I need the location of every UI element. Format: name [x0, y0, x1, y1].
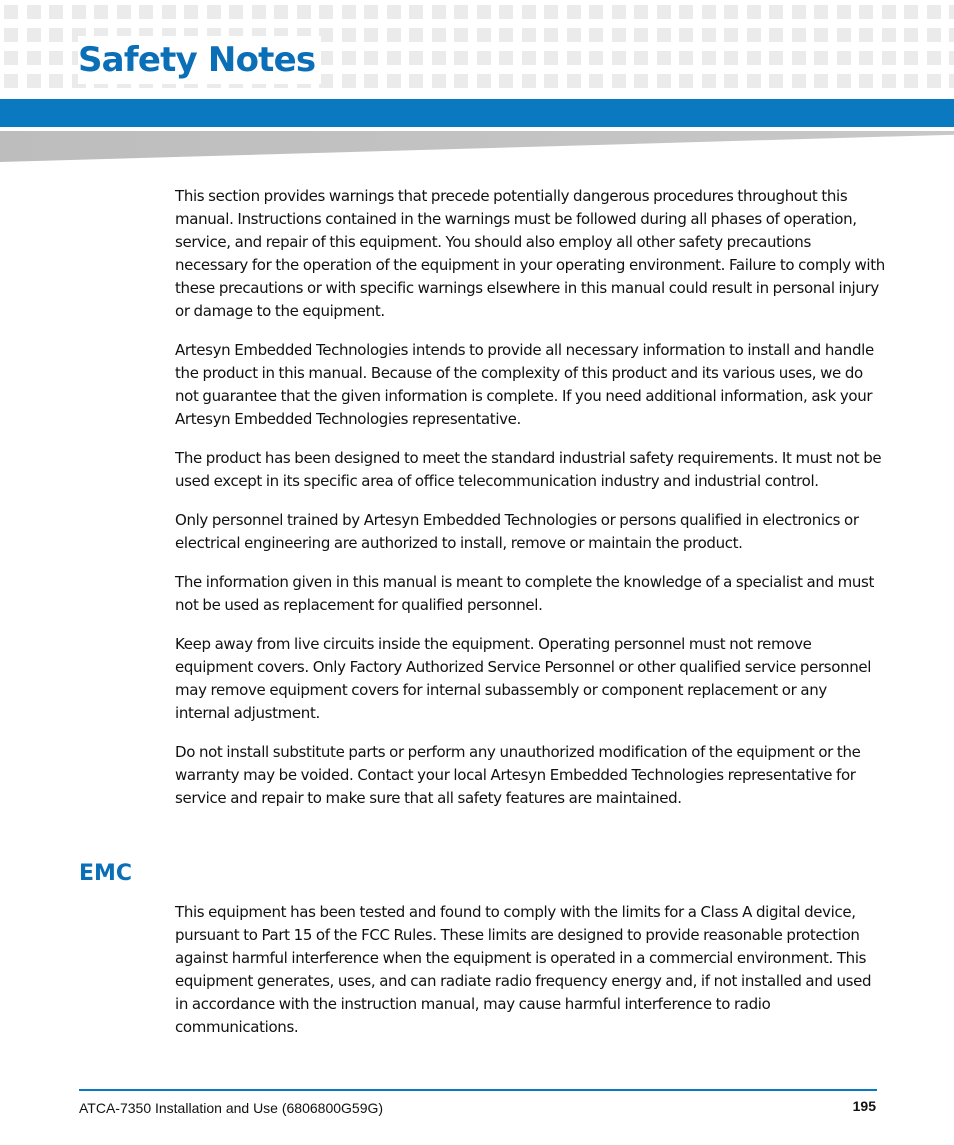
pattern-square [792, 51, 806, 65]
pattern-square [4, 28, 18, 42]
pattern-square [522, 5, 536, 19]
footer-rule [79, 1089, 877, 1091]
pattern-square [589, 28, 603, 42]
pattern-square [859, 74, 873, 88]
pattern-square [904, 28, 918, 42]
pattern-square [409, 5, 423, 19]
pattern-square [837, 74, 851, 88]
header-blue-band [0, 99, 954, 127]
pattern-square [949, 5, 954, 19]
pattern-square [342, 51, 356, 65]
pattern-square [927, 28, 941, 42]
pattern-square [342, 5, 356, 19]
pattern-square [792, 5, 806, 19]
pattern-square [859, 51, 873, 65]
pattern-square [837, 51, 851, 65]
pattern-square [454, 51, 468, 65]
pattern-square [904, 74, 918, 88]
pattern-square [949, 28, 954, 42]
paragraph-personnel: Only personnel trained by Artesyn Embedded Technologies or persons qualified in electronics or electrical engineering are authorized to install, remove or maintain the product. [175, 511, 859, 552]
pattern-square [927, 5, 941, 19]
pattern-square [544, 5, 558, 19]
pattern-square [769, 51, 783, 65]
pattern-square [27, 5, 41, 19]
pattern-square [702, 74, 716, 88]
pattern-square [567, 28, 581, 42]
pattern-square [409, 51, 423, 65]
pattern-square [657, 28, 671, 42]
pattern-square [612, 51, 626, 65]
pattern-square [927, 51, 941, 65]
pattern-square [702, 51, 716, 65]
pattern-square [49, 5, 63, 19]
pattern-square [634, 28, 648, 42]
pattern-square [702, 28, 716, 42]
pattern-square [184, 5, 198, 19]
pattern-square [747, 5, 761, 19]
pattern-square [544, 74, 558, 88]
pattern-square [432, 74, 446, 88]
pattern-square [882, 5, 896, 19]
pattern-square [387, 51, 401, 65]
pattern-square [702, 5, 716, 19]
pattern-square [724, 5, 738, 19]
pattern-square [612, 74, 626, 88]
pattern-square [27, 74, 41, 88]
pattern-square [364, 28, 378, 42]
pattern-square [72, 5, 86, 19]
pattern-square [724, 28, 738, 42]
pattern-square [342, 74, 356, 88]
pattern-square [252, 5, 266, 19]
pattern-square [814, 5, 828, 19]
section-heading-emc: EMC [79, 861, 133, 886]
pattern-square [859, 5, 873, 19]
pattern-square [927, 74, 941, 88]
pattern-square [657, 51, 671, 65]
paragraph-intro: This section provides warnings that precede potentially dangerous procedures throughout this manual. Instructions contained in the warnings must be followed during all phases of operation, service, and repair of this equipment. You should also employ all other safety precautions necessary for the operation of the equipment in your operating environment. Failure to comply with these precautions or with specific warnings elsewhere in this manual could result in personal injury or damage to the equipment. [175, 187, 885, 320]
pattern-square [882, 74, 896, 88]
paragraph-information: Artesyn Embedded Technologies intends to provide all necessary information to install and handle the product in this manual. Because of the complexity of this product and its various uses, we do not guarantee that the given information is complete. If you need additional information, ask your Artesyn Embedded Technologies representative. [175, 341, 874, 428]
paragraph-emc: This equipment has been tested and found to comply with the limits for a Class A digital device, pursuant to Part 15 of the FCC Rules. These limits are designed to provide reasonable protection against harmful interference when the equipment is operated in a commercial environment. This equipment generates, uses, and can radiate radio frequency energy and, if not installed and used in accordance with the instruction manual, may cause harmful interference to radio communications. [175, 903, 872, 1036]
pattern-square [859, 28, 873, 42]
pattern-square [522, 28, 536, 42]
pattern-square [432, 51, 446, 65]
pattern-square [904, 5, 918, 19]
pattern-square [409, 28, 423, 42]
pattern-square [792, 74, 806, 88]
pattern-square [544, 28, 558, 42]
pattern-square [432, 28, 446, 42]
emc-body [175, 901, 885, 1039]
pattern-square [882, 51, 896, 65]
pattern-square [567, 51, 581, 65]
pattern-square [679, 28, 693, 42]
pattern-square [387, 74, 401, 88]
safety-notes-body [175, 185, 885, 826]
pattern-square [612, 28, 626, 42]
pattern-square [409, 74, 423, 88]
page-title: Safety Notes [78, 36, 321, 84]
pattern-square [679, 51, 693, 65]
pattern-square [612, 5, 626, 19]
pattern-square [477, 74, 491, 88]
footer-page-number: 195 [852, 1098, 876, 1114]
pattern-square [634, 51, 648, 65]
pattern-square [319, 5, 333, 19]
pattern-square [634, 5, 648, 19]
pattern-square [522, 51, 536, 65]
pattern-square [499, 5, 513, 19]
pattern-square [454, 28, 468, 42]
pattern-square [432, 5, 446, 19]
pattern-square [769, 5, 783, 19]
pattern-square [454, 74, 468, 88]
header-gray-wedge [0, 131, 954, 162]
pattern-square [657, 5, 671, 19]
pattern-square [4, 74, 18, 88]
pattern-square [27, 51, 41, 65]
pattern-square [747, 74, 761, 88]
pattern-square [477, 5, 491, 19]
pattern-square [477, 51, 491, 65]
pattern-square [364, 5, 378, 19]
pattern-square [522, 74, 536, 88]
pattern-square [747, 28, 761, 42]
pattern-square [679, 5, 693, 19]
pattern-square [49, 74, 63, 88]
pattern-square [882, 28, 896, 42]
pattern-square [454, 5, 468, 19]
pattern-square [162, 5, 176, 19]
pattern-square [949, 51, 954, 65]
pattern-square [837, 5, 851, 19]
pattern-square [724, 74, 738, 88]
pattern-square [4, 51, 18, 65]
pattern-square [747, 51, 761, 65]
pattern-square [499, 51, 513, 65]
pattern-square [117, 5, 131, 19]
pattern-square [589, 51, 603, 65]
paragraph-substitute-parts: Do not install substitute parts or perform any unauthorized modification of the equipment or the warranty may be voided. Contact your local Artesyn Embedded Technologies representative for service and repair to make sure that all safety features are maintained. [175, 743, 861, 807]
pattern-square [589, 5, 603, 19]
pattern-square [499, 74, 513, 88]
footer-document-title: ATCA-7350 Installation and Use (6806800G59G) [79, 1100, 384, 1116]
pattern-square [139, 5, 153, 19]
pattern-square [364, 51, 378, 65]
pattern-square [49, 28, 63, 42]
pattern-square [634, 74, 648, 88]
pattern-square [364, 74, 378, 88]
pattern-square [769, 28, 783, 42]
pattern-square [49, 51, 63, 65]
pattern-square [274, 5, 288, 19]
pattern-square [499, 28, 513, 42]
paragraph-live-circuits: Keep away from live circuits inside the equipment. Operating personnel must not remove equipment covers. Only Factory Authorized Service Personnel or other qualified service personnel may remove equipment covers for internal subassembly or component replacement or any internal adjustment. [175, 635, 872, 722]
pattern-square [207, 5, 221, 19]
pattern-square [724, 51, 738, 65]
pattern-square [297, 5, 311, 19]
pattern-square [792, 28, 806, 42]
pattern-square [477, 28, 491, 42]
pattern-square [544, 51, 558, 65]
pattern-square [567, 74, 581, 88]
pattern-square [814, 51, 828, 65]
pattern-square [567, 5, 581, 19]
pattern-square [342, 28, 356, 42]
pattern-square [679, 74, 693, 88]
pattern-square [94, 5, 108, 19]
pattern-square [837, 28, 851, 42]
paragraph-design: The product has been designed to meet the standard industrial safety requirements. It must not be used except in its specific area of office telecommunication industry and industrial control. [175, 449, 882, 490]
pattern-square [387, 5, 401, 19]
pattern-square [949, 74, 954, 88]
pattern-square [657, 74, 671, 88]
pattern-square [387, 28, 401, 42]
pattern-square [589, 74, 603, 88]
pattern-square [814, 28, 828, 42]
pattern-square [229, 5, 243, 19]
pattern-square [4, 5, 18, 19]
pattern-square [769, 74, 783, 88]
paragraph-specialist: The information given in this manual is meant to complete the knowledge of a specialist and must not be used as replacement for qualified personnel. [175, 573, 875, 614]
pattern-square [904, 51, 918, 65]
pattern-square [27, 28, 41, 42]
pattern-square [814, 74, 828, 88]
